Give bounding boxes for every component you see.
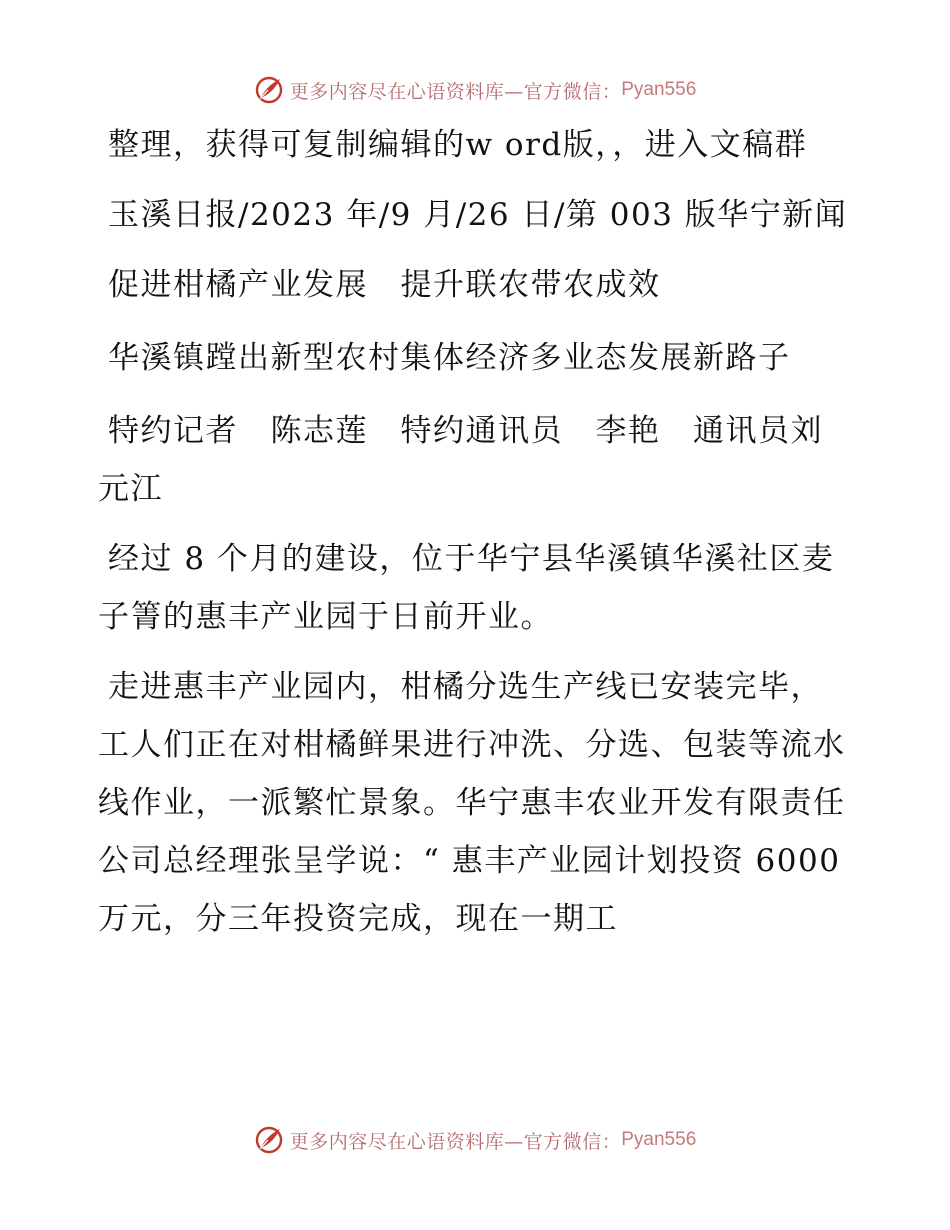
document-body — [98, 116, 850, 960]
body-paragraph-2: 走进惠丰产业园内，柑橘分选生产线已安装完毕，工人们正在对柑橘鲜果进行冲洗、分选、包装等流水线作业，一派繁忙景象。华宁惠丰农业开发有限责任公司总经理张呈学说：“ 惠丰产业园计划投资 6000 万元，分三年投资完成，现在一期工 — [98, 669, 846, 937]
watermark-text: 更多内容尽在心语资料库—官方微信： — [289, 80, 622, 103]
watermark-text: 更多内容尽在心语资料库—官方微信： — [289, 1130, 622, 1153]
watermark-code: Pyan556 — [621, 79, 697, 100]
headline: 促进柑橘产业发展 提升联农带农成效 — [108, 267, 661, 303]
header-watermark — [0, 70, 950, 110]
body-paragraph-1: 经过 8 个月的建设，位于华宁县华溪镇华溪社区麦子箐的惠丰产业园于日前开业。 — [98, 541, 835, 635]
source-line: 玉溪日报/2023 年/9 月/26 日/第 003 版华宁新闻 — [108, 197, 848, 233]
subheadline: 华溪镇蹚出新型农村集体经济多业态发展新路子 — [108, 340, 791, 376]
quill-logo-icon — [254, 1125, 284, 1155]
footer-watermark — [0, 1120, 950, 1160]
quill-logo-icon — [254, 75, 284, 105]
intro-paragraph: 整理，获得可复制编辑的w ord版，，进入文稿群 — [108, 127, 808, 163]
watermark-code: Pyan556 — [621, 1129, 697, 1150]
byline: 特约记者 陈志莲 特约通讯员 李艳 通讯员刘元江 — [98, 413, 823, 507]
